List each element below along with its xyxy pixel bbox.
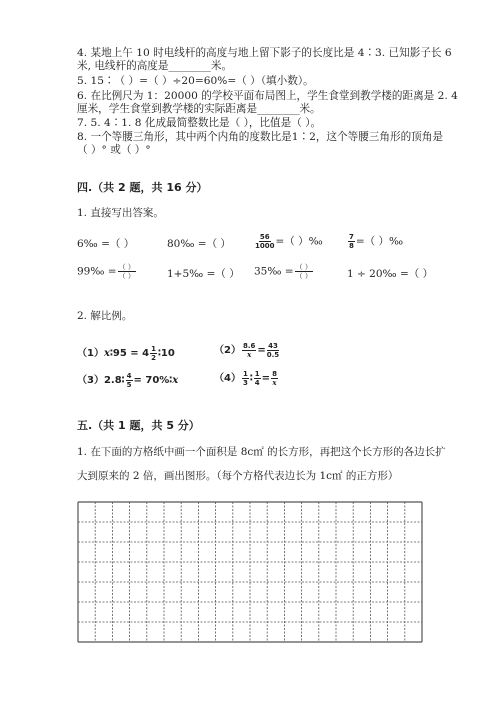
fraction-1-2: $\frac{1}{2}$: [151, 344, 156, 362]
section-4-heading: 四.（共 2 题，共 16 分）: [77, 181, 208, 194]
question-6-line-2: 厘米，学生食堂到教学楼的实际距离是________米。: [77, 103, 321, 115]
fraction-blank: $\frac{( )}{( )}$: [295, 263, 312, 280]
part4-q2-title: 2. 解比例。: [77, 310, 133, 322]
fraction-blank: $\frac{( )}{( )}$: [118, 263, 135, 280]
calc-56-over-1000: $\frac{56}{1000}$ =（ ）‰: [255, 233, 323, 250]
proportion-2: （2） $\frac{8.6}{x}$ = $\frac{43}{0.5}$: [214, 341, 280, 359]
fraction-8-6-x: $\frac{8.6}{x}$: [242, 341, 256, 359]
fraction-8-x: $\frac{8}{x}$: [272, 369, 277, 387]
fraction-56-1000: $\frac{56}{1000}$: [255, 233, 275, 250]
question-7: 7. 5. 4∶1. 8 化成最简整数比是（ ），比值是（ ）。: [77, 117, 322, 129]
proportion-4: （4） $\frac{1}{3}$ ∶ $\frac{1}{4}$ = $\frac{8}{x}$: [214, 369, 277, 387]
fraction-1-3: $\frac{1}{3}$: [242, 369, 248, 387]
fraction-7-8: $\frac{7}{8}$: [349, 233, 354, 250]
question-4-line-2: 米, 电线杆的高度是________米。: [77, 60, 233, 72]
question-4-line-1: 4. 某地上午 10 时电线杆的高度与地上留下影子的长度比是 4∶3. 已知影子长 6: [77, 47, 452, 59]
calc-1-plus-5-permille: 1+5‰ =（ ）: [167, 268, 240, 280]
calc-80-permille: 80‰ =（ ）: [167, 238, 231, 250]
question-8-line-2: （ ）° 或（ ）°: [77, 144, 151, 156]
proportion-1: （1）x∶95 = 4 $\frac{1}{2}$ ∶10: [77, 344, 175, 362]
calc-99-permille: 99‰ = $\frac{( )}{( )}$: [77, 263, 135, 280]
section-5-heading: 五.（共 1 题，共 5 分）: [77, 419, 200, 432]
part5-q1-line-1: 1. 在下面的方格纸中画一个面积是 8c㎡ 的长方形，再把这个长方形的各边长扩: [77, 446, 446, 458]
part5-q1-line-2: 大到原来的 2 倍，画出图形。（每个方格代表边长为 1c㎡ 的正方形）: [77, 470, 399, 482]
square-grid-paper[interactable]: [77, 501, 423, 643]
fraction-1-4: $\frac{1}{4}$: [254, 369, 260, 387]
calc-35-permille: 35‰ = $\frac{( )}{( )}$: [254, 263, 312, 280]
fraction-43-0-5: $\frac{43}{0.5}$: [266, 341, 280, 359]
question-8-line-1: 8. 一个等腰三角形，其中两个内角的度数比是1∶2，这个等腰三角形的顶角是: [77, 131, 443, 143]
question-6-line-1: 6. 在比例尺为 1：20000 的学校平面布局图上，学生食堂到教学楼的距离是 2. 4: [77, 90, 458, 102]
calc-6-permille: 6‰ =（ ）: [77, 238, 135, 250]
calc-1-div-20-permille: 1 ÷ 20‰ =（ ）: [347, 268, 434, 280]
fraction-4-5: $\frac{4}{5}$: [126, 371, 132, 389]
proportion-3: （3）2.8∶ $\frac{4}{5}$ = 70%∶x: [77, 371, 179, 389]
part4-q1-title: 1. 直接写出答案。: [77, 207, 164, 219]
calc-7-over-8: $\frac{7}{8}$ =（ ）‰: [349, 233, 404, 250]
question-5: 5. 15∶（ ）=（ ）÷20=60%=（ ）（填小数）。: [77, 75, 314, 87]
